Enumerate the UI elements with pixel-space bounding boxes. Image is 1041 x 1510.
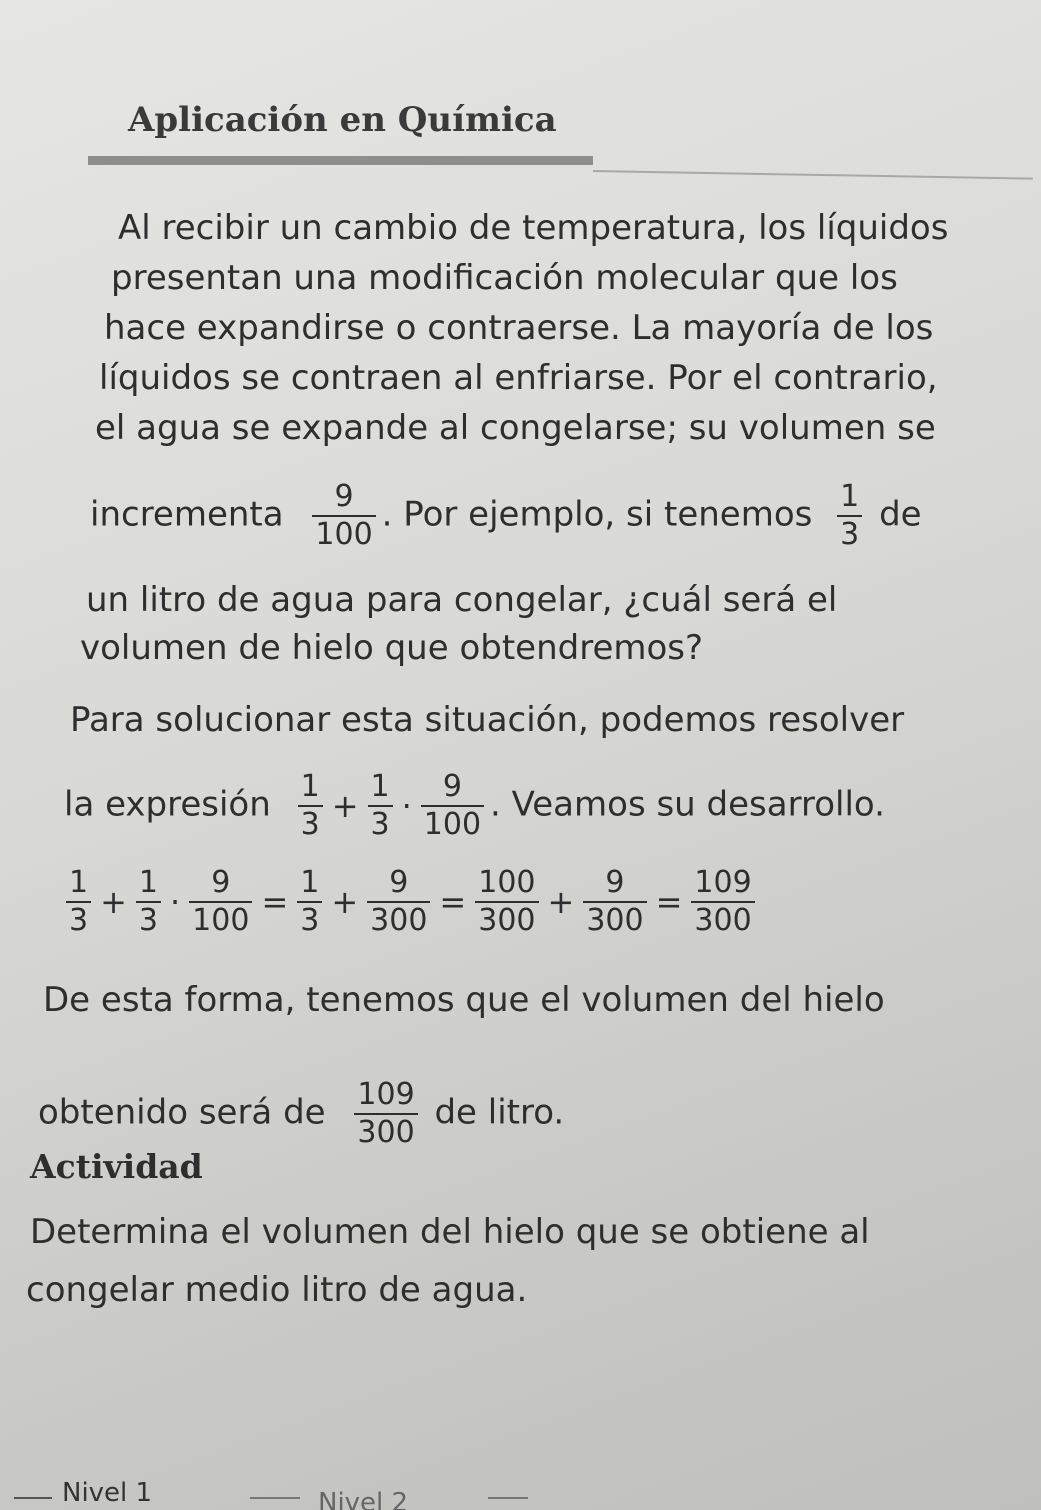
plus-sign: + [100, 883, 127, 921]
intro-line-6 [90, 479, 922, 552]
fraction-denominator: 3 [69, 903, 89, 938]
equals-sign: = [439, 883, 467, 921]
eq-fraction-6 [475, 865, 538, 938]
eq-fraction-8 [691, 865, 754, 938]
fraction-denominator: 3 [138, 903, 158, 938]
intro-line-5: el agua se expande al congelarse; su volumen se [95, 408, 936, 448]
intro-line-3: hace expandirse o contraerse. La mayoría de los [104, 308, 934, 348]
footer-rule [488, 1497, 528, 1499]
intro-line-1: Al recibir un cambio de temperatura, los líquidos [118, 208, 949, 248]
equation-line [60, 865, 761, 938]
intro-line-7: un litro de agua para congelar, ¿cuál será el [86, 580, 838, 620]
footer-rule [250, 1497, 300, 1499]
eq-fraction-2 [136, 865, 161, 938]
fraction-numerator: 9 [334, 479, 354, 514]
fraction-denominator: 3 [300, 903, 320, 938]
fraction-denominator: 100 [423, 807, 482, 842]
solution-line-1: Para solucionar esta situación, podemos resolver [70, 700, 905, 740]
dot-operator: · [401, 787, 412, 825]
fraction-denominator: 3 [840, 517, 860, 552]
fraction-numerator: 9 [389, 865, 409, 900]
intro-line-8: volumen de hielo que obtendremos? [80, 628, 704, 668]
fraction-numerator: 1 [69, 865, 89, 900]
title-underline [88, 156, 593, 165]
title-rule-extension [593, 170, 1033, 180]
solution-line-2 [64, 769, 885, 842]
fraction-numerator: 9 [605, 865, 625, 900]
fraction-denominator: 300 [694, 903, 752, 938]
section-title: Aplicación en Química [128, 100, 557, 140]
eq-fraction-4 [297, 865, 322, 938]
fraction-denominator: 300 [586, 903, 644, 938]
equals-sign: = [261, 883, 289, 921]
conclusion-line-2 [38, 1077, 565, 1150]
activity-line-1: Determina el volumen del hielo que se obtiene al [30, 1212, 870, 1252]
plus-sign: + [331, 883, 359, 921]
fraction-denominator: 3 [370, 807, 390, 842]
plus-sign: + [331, 787, 359, 825]
equals-sign: = [655, 883, 683, 921]
eq-fraction-5 [367, 865, 430, 938]
expr-fraction-3 [421, 769, 484, 842]
fraction-numerator: 1 [370, 769, 390, 804]
intro-text: . Por ejemplo, si tenemos [381, 494, 813, 535]
fraction-numerator: 1 [300, 769, 320, 804]
intro-line-4: líquidos se contraen al enfriarse. Por el contrario, [99, 358, 938, 398]
fraction-denominator: 300 [370, 903, 428, 938]
fraction-numerator: 109 [357, 1077, 415, 1112]
fraction-denominator: 300 [478, 903, 536, 938]
fraction-numerator: 1 [840, 479, 860, 514]
fraction-numerator: 9 [211, 865, 231, 900]
fraction-numerator: 1 [138, 865, 158, 900]
intro-line-2: presentan una modificación molecular que los [111, 258, 898, 298]
solution-text: la expresión [64, 784, 271, 825]
fraction-denominator: 300 [357, 1115, 415, 1150]
conclusion-fraction [354, 1077, 417, 1150]
fraction-denominator: 100 [315, 517, 373, 552]
fraction-numerator: 109 [694, 865, 752, 900]
fraction-numerator: 9 [442, 769, 462, 804]
expr-fraction-2 [368, 769, 393, 842]
expr-fraction-1 [298, 769, 323, 842]
fraction-denominator: 3 [300, 807, 320, 842]
eq-fraction-7 [583, 865, 646, 938]
dot-operator: · [170, 883, 181, 921]
activity-title: Actividad [30, 1147, 203, 1186]
intro-text: de [879, 494, 922, 535]
footer-level-1: Nivel 1 [62, 1478, 153, 1508]
conclusion-line-1: De esta forma, tenemos que el volumen del hielo [43, 980, 885, 1020]
fraction-denominator: 100 [192, 903, 250, 938]
eq-fraction-3 [189, 865, 252, 938]
fraction-numerator: 1 [300, 865, 320, 900]
plus-sign: + [547, 883, 575, 921]
footer-rule [14, 1497, 52, 1499]
conclusion-text: de litro. [434, 1092, 565, 1133]
fraction-numerator: 100 [478, 865, 536, 900]
fraction-one-third [837, 479, 862, 552]
eq-fraction-1 [66, 865, 91, 938]
solution-text: . Veamos su desarrollo. [490, 784, 885, 825]
conclusion-text: obtenido será de [38, 1092, 326, 1133]
fraction-nine-hundredths [312, 479, 375, 552]
footer-level-2: Nivel 2 [318, 1488, 409, 1510]
activity-line-2: congelar medio litro de agua. [26, 1270, 528, 1310]
intro-text: incrementa [90, 494, 284, 535]
